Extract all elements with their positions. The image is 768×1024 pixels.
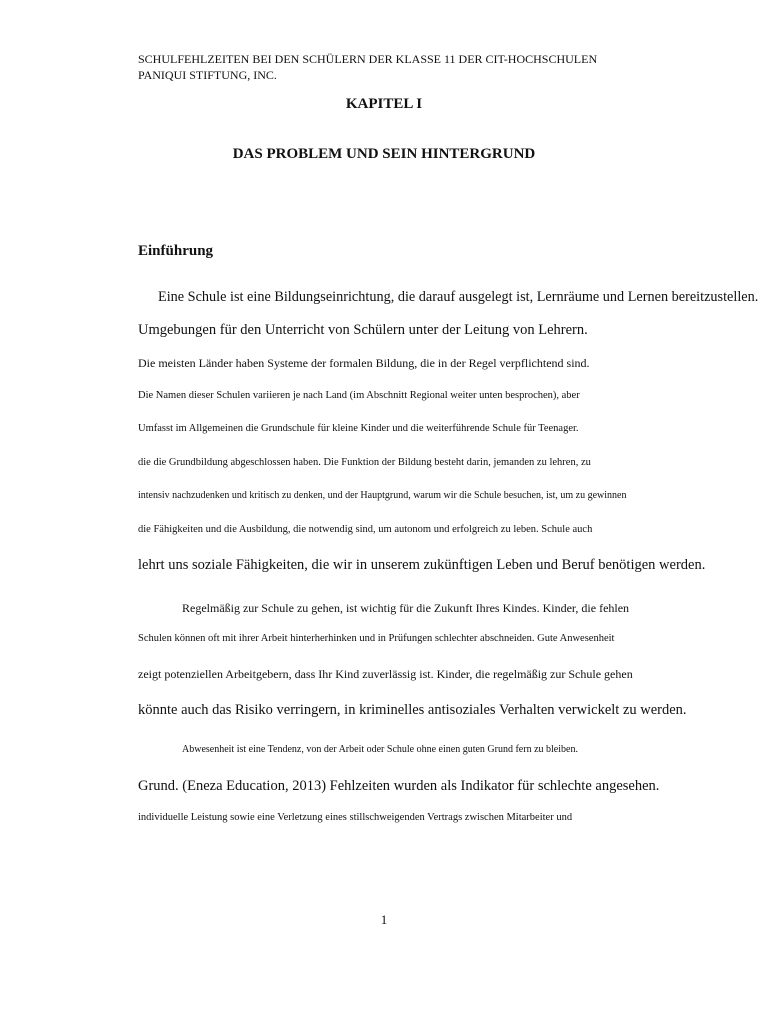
- running-header-line-2: PANIQUI STIFTUNG, INC.: [138, 68, 277, 82]
- body-line-11: Schulen können oft mit ihrer Arbeit hinterherhinken und in Prüfungen schlechter abschneiden. Gute Anwesenheit: [138, 633, 615, 644]
- chapter-label: KAPITEL I: [345, 96, 423, 112]
- body-line-4: Die Namen dieser Schulen variieren je nach Land (im Abschnitt Regional weiter unten besprochen), aber: [138, 390, 580, 401]
- body-line-12: zeigt potenziellen Arbeitgebern, dass Ihr Kind zuverlässig ist. Kinder, die regelmäßig zur Schule gehen: [138, 667, 633, 681]
- body-line-8: die Fähigkeiten und die Ausbildung, die notwendig sind, um autonom und erfolgreich zu leben. Schule auch: [138, 524, 593, 535]
- body-line-2: Umgebungen für den Unterricht von Schülern unter der Leitung von Lehrern.: [138, 322, 588, 338]
- chapter-title: DAS PROBLEM UND SEIN HINTERGRUND: [232, 146, 536, 162]
- body-line-5: Umfasst im Allgemeinen die Grundschule für kleine Kinder und die weiterführende Schule für Teenager.: [138, 423, 579, 434]
- body-line-7: intensiv nachzudenken und kritisch zu denken, und der Hauptgrund, warum wir die Schule besuchen, ist, um zu gewinnen: [138, 490, 627, 501]
- page-number: 1: [380, 912, 388, 927]
- body-line-3: Die meisten Länder haben Systeme der formalen Bildung, die in der Regel verpflichtend sind.: [138, 356, 590, 370]
- body-line-16: individuelle Leistung sowie eine Verletzung eines stillschweigenden Vertrags zwischen Mitarbeiter und: [138, 812, 573, 823]
- body-line-10: Regelmäßig zur Schule zu gehen, ist wichtig für die Zukunft Ihres Kindes. Kinder, die fehlen: [182, 601, 630, 615]
- section-heading: Einführung: [138, 243, 214, 259]
- body-line-15: Grund. (Eneza Education, 2013) Fehlzeiten wurden als Indikator für schlechte angesehen.: [138, 778, 660, 794]
- body-line-9: lehrt uns soziale Fähigkeiten, die wir in unserem zukünftigen Leben und Beruf benötigen werden.: [138, 557, 706, 573]
- body-line-6: die die Grundbildung abgeschlossen haben. Die Funktion der Bildung besteht darin, jemanden zu lehren, zu: [138, 457, 591, 468]
- body-line-14: Abwesenheit ist eine Tendenz, von der Arbeit oder Schule ohne einen guten Grund fern zu bleiben.: [182, 744, 578, 755]
- body-line-1: Eine Schule ist eine Bildungseinrichtung, die darauf ausgelegt ist, Lernräume und Lernen bereitzustellen.: [158, 289, 759, 305]
- body-line-13: könnte auch das Risiko verringern, in kriminelles antisoziales Verhalten verwickelt zu werden.: [138, 702, 687, 718]
- running-header-line-1: SCHULFEHLZEITEN BEI DEN SCHÜLERN DER KLASSE 11 DER CIT-HOCHSCHULEN: [138, 52, 598, 66]
